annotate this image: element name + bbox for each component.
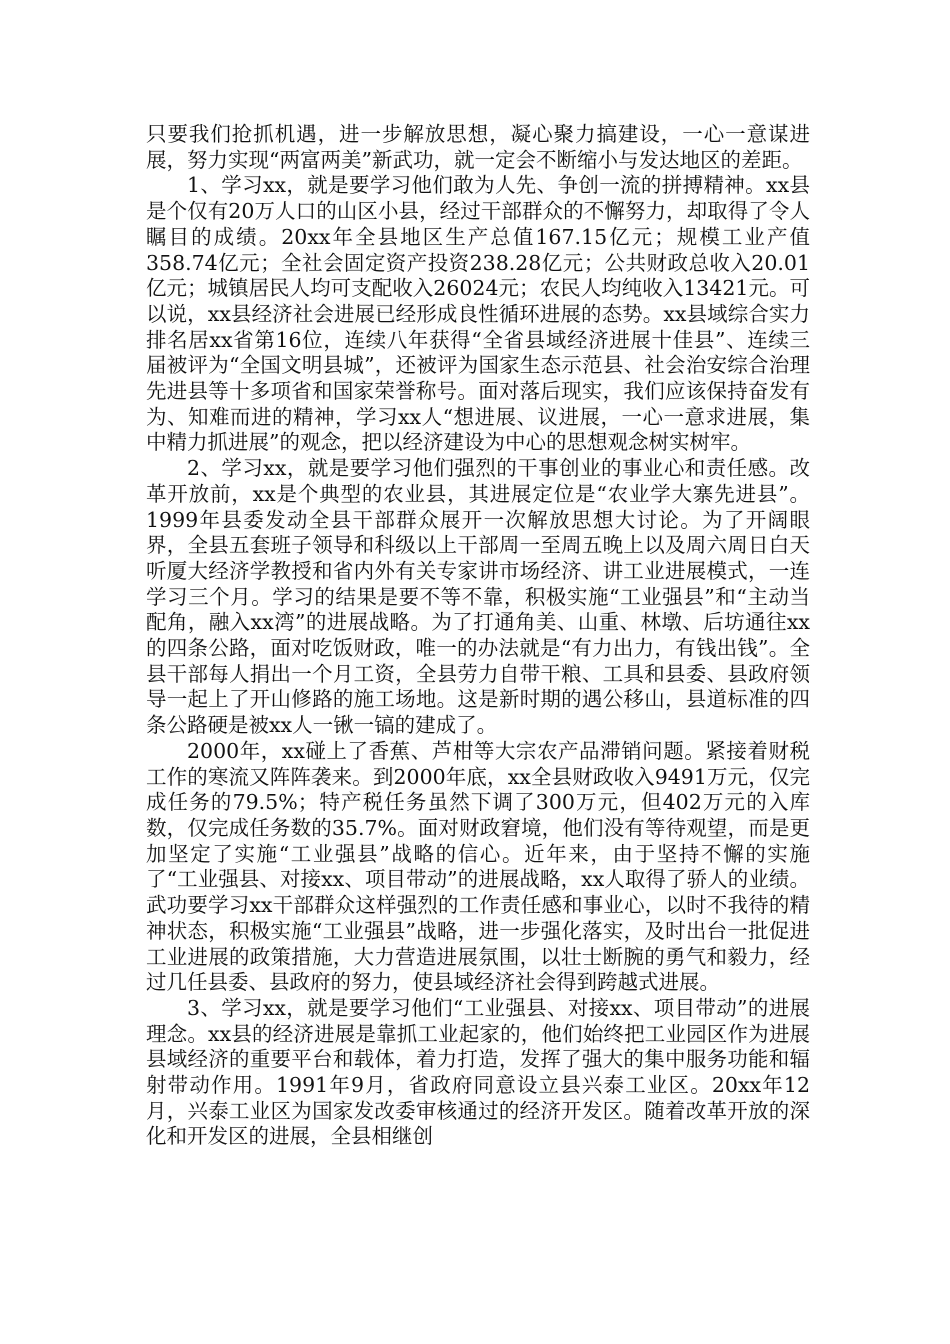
document-page [146,122,810,1150]
paragraph-point-2: 2、学习xx，就是要学习他们强烈的干事创业的事业心和责任感。改革开放前，xx是个典型的农业县，其进展定位是“农业学大寨先进县”。1999年县委发动全县干部群众展开一次解放思想大讨论。为了开阔眼界，全县五套班子领导和科级以上干部周一至周五晚上以及周六周日白天听厦大经济学教授和省内外有关专家讲市场经济、讲工业进展模式，一连学习三个月。学习的结果是要不等不靠，积极实施“工业强县”和“主动当配角，融入xx湾”的进展战略。为了打通角美、山重、林墩、后坊通往xx的四条公路，面对吃饭财政，唯一的办法就是“有力出力，有钱出钱”。全县干部每人捐出一个月工资，全县劳力自带干粮、工具和县委、县政府领导一起上了开山修路的施工场地。这是新时期的遇公移山，县道标准的四条公路硬是被xx人一锹一镐的建成了。 [146,456,810,738]
paragraph-point-3: 3、学习xx，就是要学习他们“工业强县、对接xx、项目带动”的进展理念。xx县的经济进展是靠抓工业起家的，他们始终把工业园区作为进展县域经济的重要平台和载体，着力打造，发挥了强大的集中服务功能和辐射带动作用。1991年9月，省政府同意设立县兴泰工业区。20xx年12月，兴泰工业区为国家发改委审核通过的经济开发区。随着改革开放的深化和开发区的进展，全县相继创 [146,995,810,1149]
paragraph-intro: 只要我们抢抓机遇，进一步解放思想，凝心聚力搞建设，一心一意谋进展，努力实现“两富两美”新武功，就一定会不断缩小与发达地区的差距。 [146,122,810,172]
paragraph-point-1: 1、学习xx，就是要学习他们敢为人先、争创一流的拼搏精神。xx县是个仅有20万人口的山区小县，经过干部群众的不懈努力，却取得了令人瞩目的成绩。20xx年全县地区生产总值167.15亿元；规模工业产值358.74亿元；全社会固定资产投资238.28亿元；公共财政总收入20.01亿元；城镇居民人均可支配收入26024元；农民人均纯收入13421元。可以说，xx县经济社会进展已经形成良性循环进展的态势。xx县域综合实力排名居xx省第16位，连续八年获得“全省县域经济进展十佳县”、连续三届被评为“全国文明县城”，还被评为国家生态示范县、社会治安综合治理先进县等十多项省和国家荣誉称号。面对落后现实，我们应该保持奋发有为、知难而进的精神，学习xx人“想进展、议进展，一心一意求进展，集中精力抓进展”的观念，把以经济建设为中心的思想观念树实树牢。 [146,173,810,455]
paragraph-2000: 2000年，xx碰上了香蕉、芦柑等大宗农产品滞销问题。紧接着财税工作的寒流又阵阵袭来。到2000年底，xx全县财政收入9491万元，仅完成任务的79.5%；特产税任务虽然下调了300万元，但402万元的入库数，仅完成任务数的35.7%。面对财政窘境，他们没有等待观望，而是更加坚定了实施“工业强县”战略的信心。近年来，由于坚持不懈的实施了“工业强县、对接xx、项目带动”的进展战略，xx人取得了骄人的业绩。武功要学习xx干部群众这样强烈的工作责任感和事业心，以时不我待的精神状态，积极实施“工业强县”战略，进一步强化落实，及时出台一批促进工业进展的政策措施，大力营造进展氛围，以壮士断腕的勇气和毅力，经过几任县委、县政府的努力，使县域经济社会得到跨越式进展。 [146,738,810,995]
